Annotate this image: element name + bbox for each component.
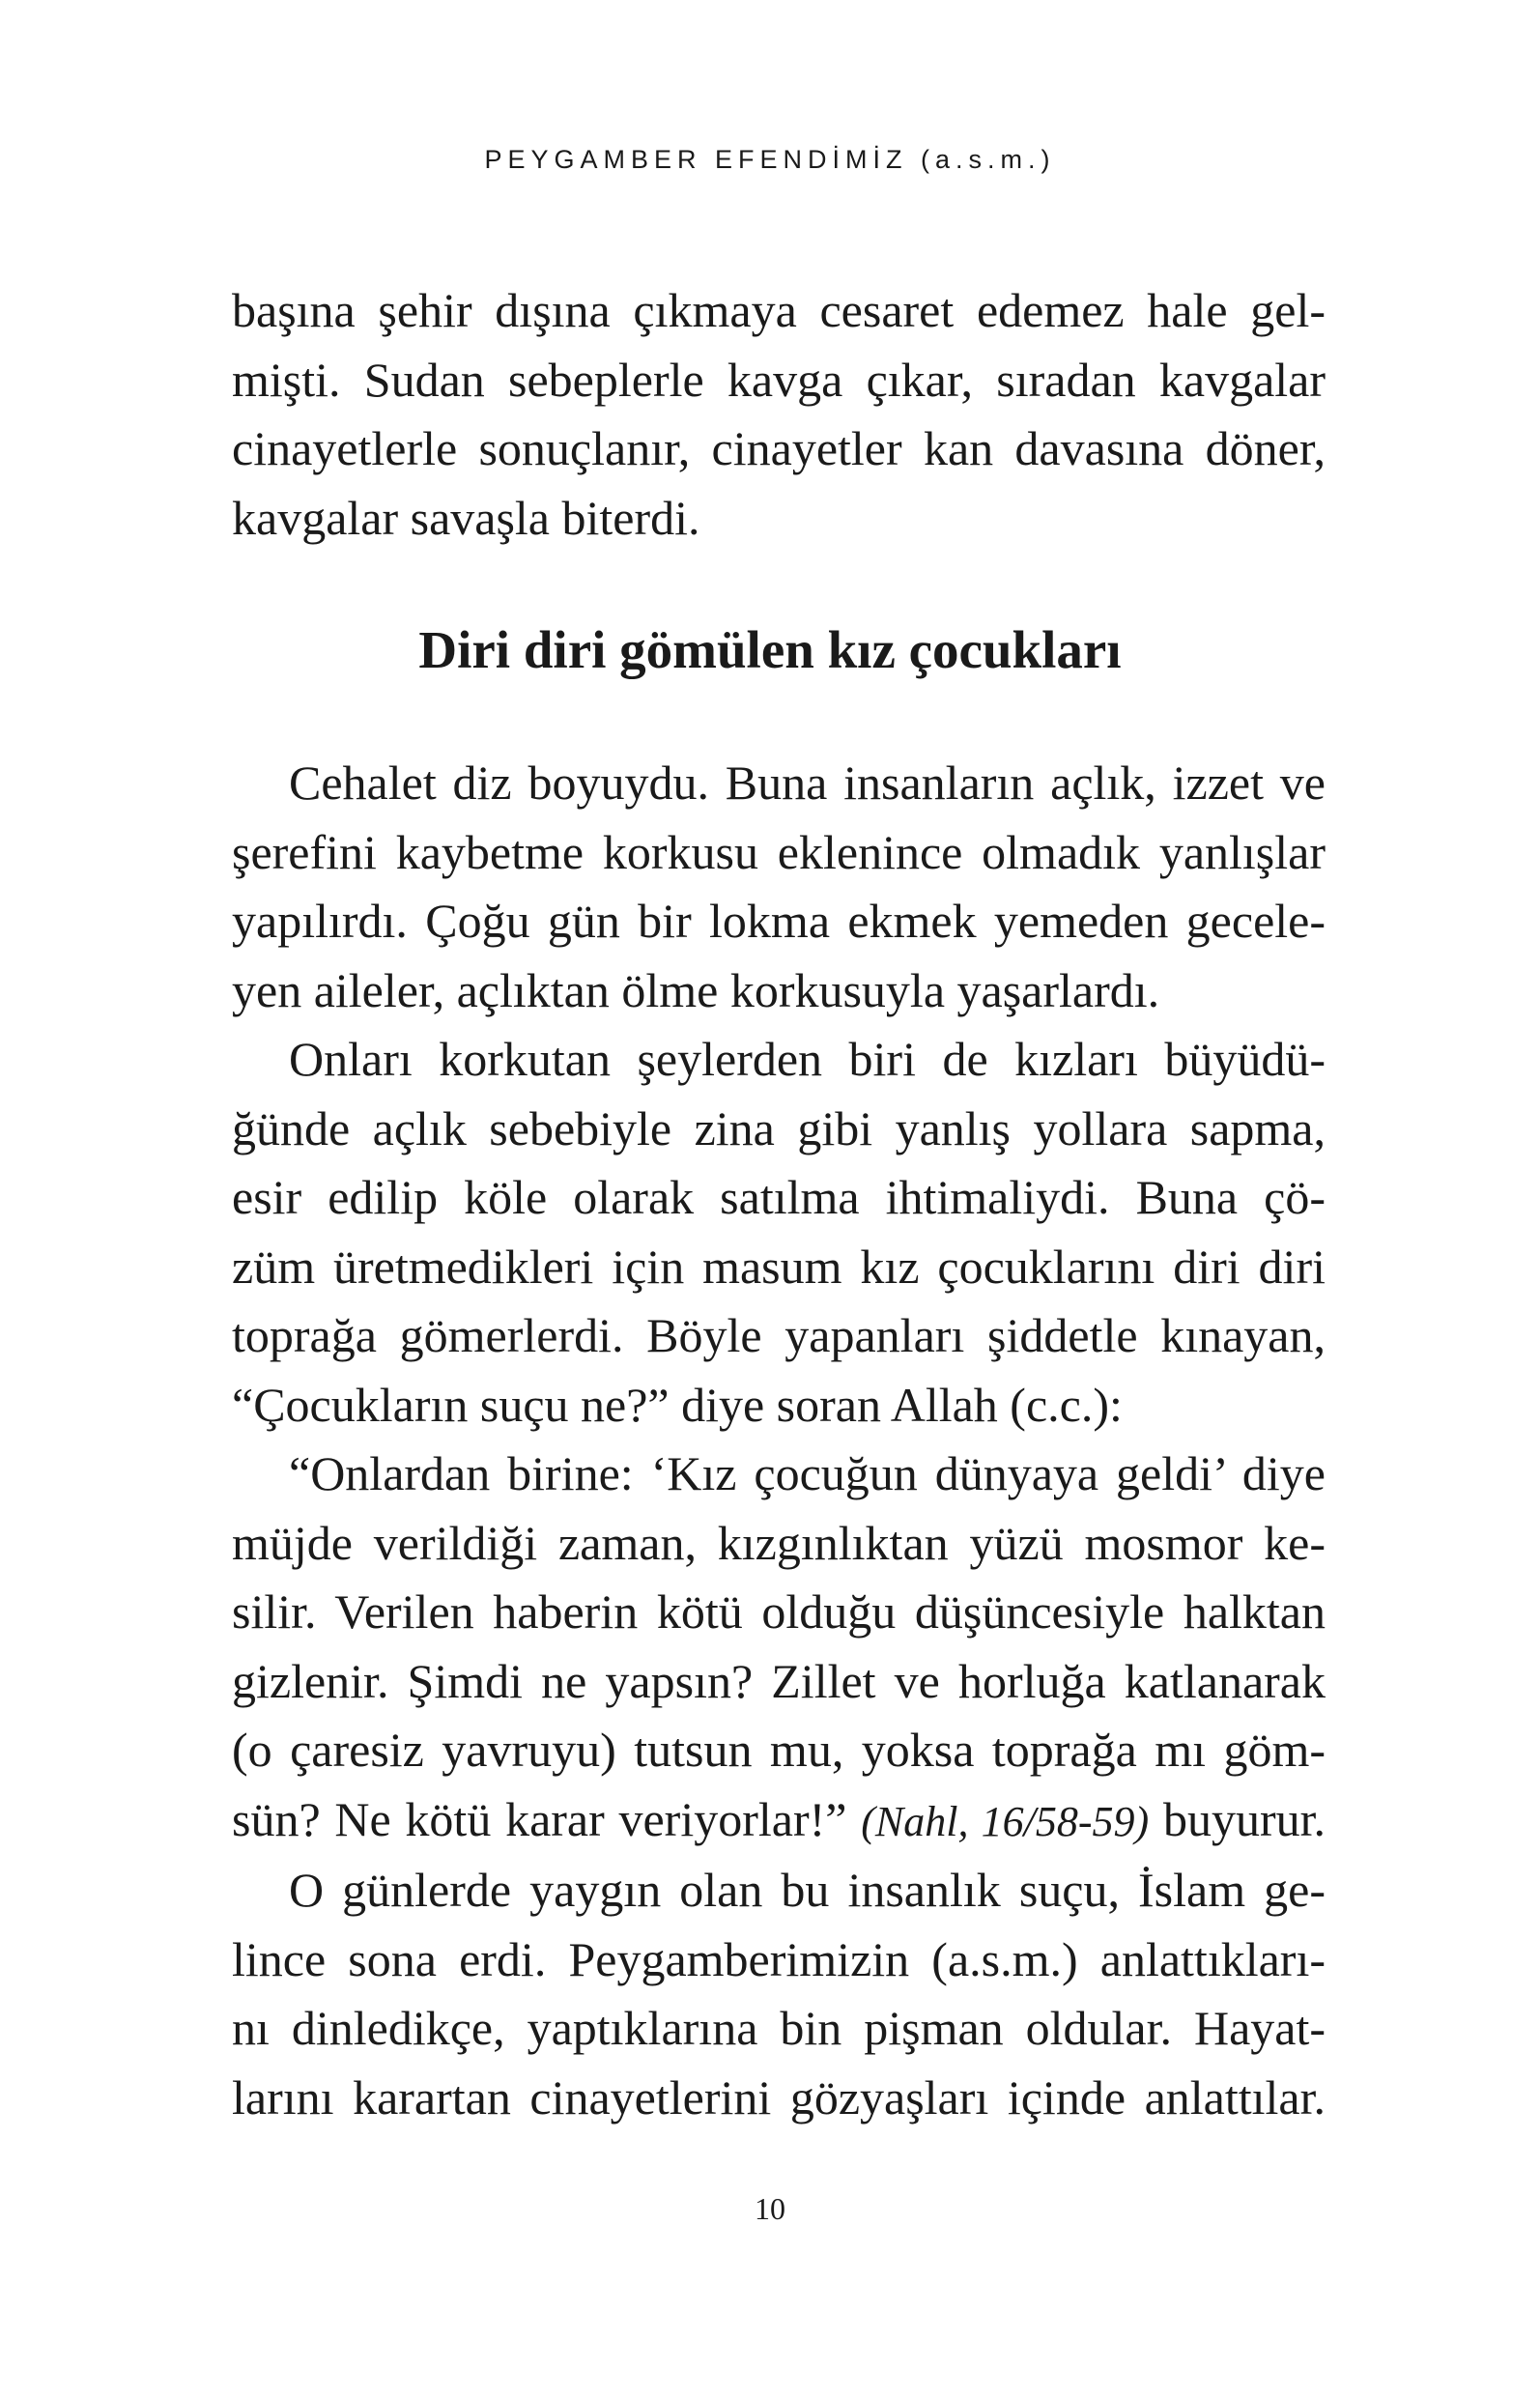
text-line: ğünde açlık sebebiyle zina gibi yanlış yollara sapma, (232, 1100, 1326, 1155)
text-line: züm üretmedikleri için masum kız çocuklarını diri diri (232, 1239, 1326, 1294)
text-line-with-citation (232, 1785, 1326, 1857)
text-line: O günlerde yaygın olan bu insanlık suçu, İslam ge- (289, 1863, 1326, 1917)
text-line: esir edilip köle olarak satılma ihtimaliydi. Buna çö- (232, 1170, 1326, 1224)
section-heading: Diri diri gömülen kız çocukları (418, 620, 1122, 679)
text-fragment: buyurur. (1162, 1791, 1326, 1846)
text-line: nı dinledikçe, yaptıklarına bin pişman oldular. Hayat- (232, 2001, 1326, 2055)
text-line: (o çaresiz yavruyu) tutsun mu, yoksa toprağa mı göm- (232, 1723, 1326, 1777)
text-line: silir. Verilen haberin kötü olduğu düşüncesiyle halktan (232, 1584, 1326, 1639)
quote-end: sün? Ne kötü karar veriyorlar!” (232, 1791, 847, 1846)
text-line: kavgalar savaşla biterdi. (232, 490, 700, 545)
text-line: larını karartan cinayetlerini gözyaşları içinde anlattılar. (232, 2069, 1326, 2125)
body-text (232, 749, 1326, 2132)
text-line: müjde verildiği zaman, kızgınlıktan yüzü mosmor ke- (232, 1515, 1326, 1570)
intro-paragraph (232, 276, 1326, 553)
text-line: “Onlardan birine: ‘Kız çocuğun dünyaya geldi’ diye (289, 1446, 1326, 1500)
text-line: gizlenir. Şimdi ne yapsın? Zillet ve horluğa katlanarak (232, 1653, 1326, 1708)
text-line: mişti. Sudan sebeplerle kavga çıkar, sıradan kavgalar (232, 352, 1326, 407)
text-line: yapılırdı. Çoğu gün bir lokma ekmek yemeden gecele- (232, 894, 1326, 948)
text-line: Onları korkutan şeylerden biri de kızları büyüdü- (289, 1032, 1326, 1086)
text-line: “Çocukların suçu ne?” diye soran Allah (c.c.): (232, 1377, 1123, 1432)
text-line: lince sona erdi. Peygamberimizin (a.s.m.) anlattıkları- (232, 1931, 1326, 1986)
text-line: Cehalet diz boyuydu. Buna insanların açlık, izzet ve (289, 756, 1326, 810)
verse-citation: (Nahl, 16/58-59) (861, 1797, 1150, 1845)
running-header: PEYGAMBER EFENDİMİZ (a.s.m.) (484, 145, 1056, 174)
text-line: toprağa gömerlerdi. Böyle yapanları şiddetle kınayan, (232, 1308, 1326, 1362)
text-line: yen aileler, açlıktan ölme korkusuyla yaşarlardı. (232, 962, 1160, 1017)
page-number: 10 (755, 2191, 785, 2226)
text-line: başına şehir dışına çıkmaya cesaret edemez hale gel- (232, 283, 1326, 337)
text-line: şerefini kaybetme korkusu eklenince olmadık yanlışlar (232, 824, 1326, 879)
text-line: cinayetlerle sonuçlanır, cinayetler kan davasına döner, (232, 421, 1326, 475)
